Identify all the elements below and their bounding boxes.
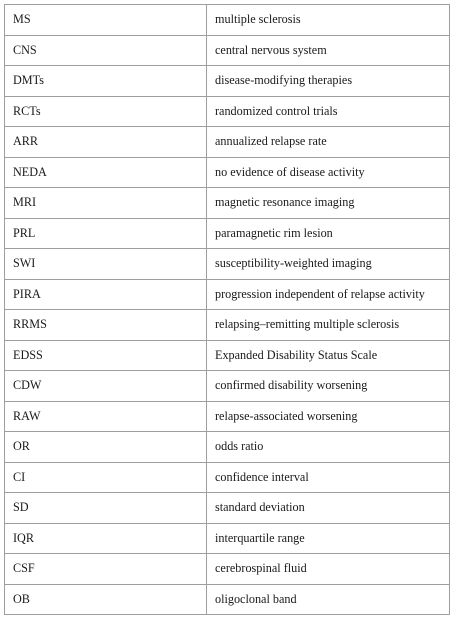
abbreviation-cell: MRI (5, 188, 207, 219)
definition-cell: randomized control trials (207, 96, 450, 127)
definition-cell: confidence interval (207, 462, 450, 493)
definition-cell: odds ratio (207, 432, 450, 463)
abbreviations-table (4, 4, 450, 615)
abbreviation-cell: EDSS (5, 340, 207, 371)
table-row (5, 127, 450, 158)
definition-cell: relapsing–remitting multiple sclerosis (207, 310, 450, 341)
table-row (5, 493, 450, 524)
abbreviation-cell: OR (5, 432, 207, 463)
definition-cell: standard deviation (207, 493, 450, 524)
table-row (5, 96, 450, 127)
definition-cell: no evidence of disease activity (207, 157, 450, 188)
abbreviation-cell: CNS (5, 35, 207, 66)
table-row (5, 249, 450, 280)
table-row (5, 5, 450, 36)
abbreviation-cell: OB (5, 584, 207, 615)
table-row (5, 340, 450, 371)
definition-cell: central nervous system (207, 35, 450, 66)
table-row (5, 157, 450, 188)
abbreviation-cell: RCTs (5, 96, 207, 127)
abbreviation-cell: RAW (5, 401, 207, 432)
table-row (5, 432, 450, 463)
table-row (5, 401, 450, 432)
definition-cell: multiple sclerosis (207, 5, 450, 36)
table-row (5, 218, 450, 249)
abbreviation-cell: RRMS (5, 310, 207, 341)
abbreviation-cell: CSF (5, 554, 207, 585)
definition-cell: confirmed disability worsening (207, 371, 450, 402)
definition-cell: progression independent of relapse activity (207, 279, 450, 310)
table-row (5, 188, 450, 219)
abbreviation-cell: CI (5, 462, 207, 493)
table-row (5, 554, 450, 585)
abbreviations-table-body (5, 5, 450, 615)
abbreviation-cell: SD (5, 493, 207, 524)
table-row (5, 35, 450, 66)
table-row (5, 66, 450, 97)
definition-cell: cerebrospinal fluid (207, 554, 450, 585)
abbreviation-cell: IQR (5, 523, 207, 554)
table-row (5, 523, 450, 554)
abbreviation-cell: SWI (5, 249, 207, 280)
abbreviation-cell: ARR (5, 127, 207, 158)
abbreviation-cell: DMTs (5, 66, 207, 97)
table-row (5, 462, 450, 493)
table-row (5, 279, 450, 310)
abbreviation-cell: CDW (5, 371, 207, 402)
table-row (5, 310, 450, 341)
definition-cell: annualized relapse rate (207, 127, 450, 158)
definition-cell: magnetic resonance imaging (207, 188, 450, 219)
abbreviation-cell: PRL (5, 218, 207, 249)
definition-cell: susceptibility-weighted imaging (207, 249, 450, 280)
table-row (5, 584, 450, 615)
abbreviation-cell: PIRA (5, 279, 207, 310)
table-row (5, 371, 450, 402)
abbreviation-cell: NEDA (5, 157, 207, 188)
definition-cell: paramagnetic rim lesion (207, 218, 450, 249)
definition-cell: oligoclonal band (207, 584, 450, 615)
definition-cell: disease-modifying therapies (207, 66, 450, 97)
abbreviation-cell: MS (5, 5, 207, 36)
definition-cell: interquartile range (207, 523, 450, 554)
definition-cell: Expanded Disability Status Scale (207, 340, 450, 371)
definition-cell: relapse-associated worsening (207, 401, 450, 432)
